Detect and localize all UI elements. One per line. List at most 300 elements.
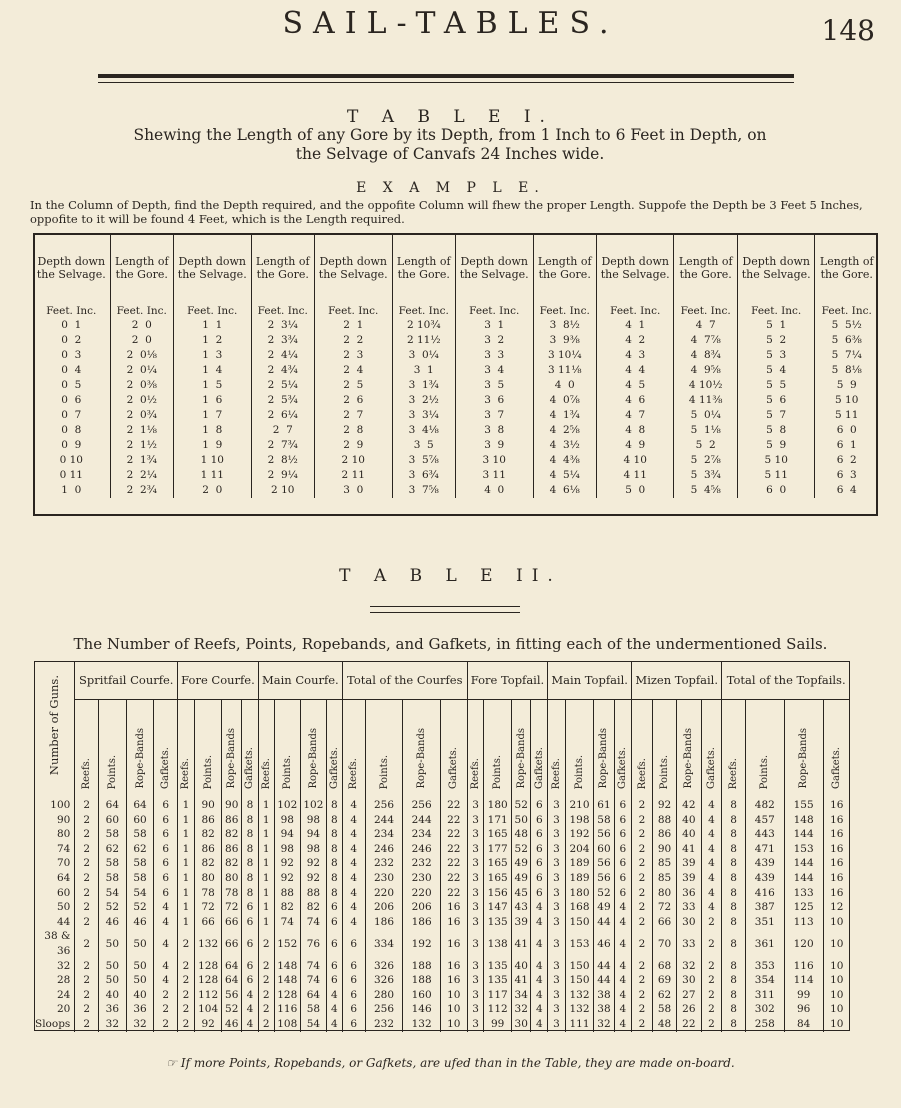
table2-group-header: Main Topfail. (548, 661, 632, 700)
table1-cell-length: 5 6⅜ (815, 333, 878, 348)
table2-cell: 36 (677, 886, 701, 901)
table2-sub-header (300, 700, 326, 793)
table2-cell: 2 (701, 959, 722, 974)
table2-cell: 8 (722, 842, 746, 857)
table2-row (34, 1002, 850, 1017)
table2-cell: 189 (565, 871, 594, 886)
table1-header-length: Length of the Gore. (251, 233, 314, 303)
table2-cell: 326 (365, 973, 403, 988)
table2-cell: 58 (99, 827, 127, 842)
table2-cell: 3 (548, 1017, 565, 1032)
table2-cell: 92 (300, 871, 326, 886)
table2-cell: 177 (484, 842, 512, 857)
table2-cell: 30 (677, 973, 701, 988)
table2-cell: 8 (722, 1002, 746, 1017)
table2-cell: 98 (274, 813, 300, 828)
table2-sub-header (722, 700, 746, 793)
header-rule-thin (98, 82, 794, 83)
table1-cell-length: 5 7¼ (815, 348, 878, 363)
table2-cell: 6 (614, 792, 631, 813)
table2-cell: 6 (242, 915, 259, 930)
table2-cell: 165 (484, 827, 512, 842)
table1-cell-length: 2 7¾ (251, 438, 314, 453)
table2-cell: 74 (274, 915, 300, 930)
table1-cell-length: 3 5⅞ (392, 453, 455, 468)
table1-units-length: Feet. Inc. (392, 303, 455, 318)
table1-cell-length: 4 6⅛ (533, 483, 596, 498)
table1-cell-depth: 5 0 (596, 483, 674, 498)
table1-cell-length: 5 8⅛ (815, 363, 878, 378)
table1-cell-length: 2 2¾ (110, 483, 173, 498)
table2-cell: 311 (745, 988, 784, 1003)
table1-cell-depth: 3 10 (455, 453, 533, 468)
table2-cell: 4 (614, 1017, 631, 1032)
table2-cell: 2 (632, 842, 653, 857)
table2-cell: 3 (548, 900, 565, 915)
table2-cell: 2 (632, 973, 653, 988)
table1-header-depth: Depth down the Selvage. (455, 233, 533, 303)
table2-cell: 8 (722, 792, 746, 813)
table2-cell: 128 (194, 973, 222, 988)
table1-cell-length: 3 1¾ (392, 378, 455, 393)
table2-cell: 64 (99, 792, 127, 813)
table2-cell: 6 (342, 929, 365, 958)
table2-cell: 2 (632, 792, 653, 813)
table2-cell: 22 (440, 827, 467, 842)
table2-cell: 6 (154, 792, 178, 813)
table1-cell-length: 3 1 (392, 363, 455, 378)
table1-cell-length: 4 7⅞ (674, 333, 737, 348)
table2-cell: 4 (701, 900, 722, 915)
table2-sub-header (403, 700, 441, 793)
table1-cell-depth: 2 11 (314, 468, 392, 483)
table2-cell: 92 (194, 1017, 222, 1032)
table2-cell: 160 (403, 988, 441, 1003)
table2-cell: 1 (258, 900, 274, 915)
table2-cell: 457 (745, 813, 784, 828)
table1-cell-depth: 0 8 (61, 424, 82, 436)
table2-cell: 6 (531, 871, 548, 886)
table1-cell-depth: 4 3 (596, 348, 674, 363)
table1-cell-depth: 4 9 (596, 438, 674, 453)
table2-cell: 6 (342, 988, 365, 1003)
table2-cell: 232 (403, 856, 441, 871)
table2-cell: 10 (823, 915, 850, 930)
table2-cell: 84 (784, 1017, 823, 1032)
table2-cell: 3 (467, 842, 484, 857)
table2-cell: 4 (531, 1002, 548, 1017)
table1 (33, 233, 878, 498)
table2-cell: 39 (677, 856, 701, 871)
table2-sub-header-label: Gafkets. (244, 747, 256, 789)
table1-cell-length: 6 3 (815, 468, 878, 483)
table2-cell: 8 (722, 900, 746, 915)
table1-cell-length: 2 0¾ (110, 408, 173, 423)
table1-cell-length: 4 5¼ (533, 468, 596, 483)
table2-cell: 4 (701, 886, 722, 901)
table2-cell: 3 (467, 915, 484, 930)
table2-cell: 2 (258, 959, 274, 974)
table2-sub-header-label: Rope-Bands (798, 728, 810, 789)
table2-cell: 8 (722, 973, 746, 988)
table2-cell: 69 (652, 973, 676, 988)
table1-header-depth: Depth down the Selvage. (173, 233, 251, 303)
table2-cell: 4 (531, 1017, 548, 1032)
table2-cell: 4 (342, 813, 365, 828)
table2-cell: 2 (75, 900, 99, 915)
table2-cell: 98 (300, 813, 326, 828)
table1-cell-depth: 3 7 (455, 408, 533, 423)
table2-cell: 4 (701, 842, 722, 857)
table2-cell: 186 (403, 915, 441, 930)
table1-cell-depth: 2 4 (314, 363, 392, 378)
table2-cell: 60 (99, 813, 127, 828)
table1-cell-depth: 5 9 (737, 438, 815, 453)
table2-cell: 439 (745, 856, 784, 871)
table2-row (34, 1017, 850, 1032)
table2-cell: 204 (565, 842, 594, 857)
table2-cell: 44 (594, 915, 614, 930)
table2-cell: 6 (154, 886, 178, 901)
table1-cell-length: 2 0 (110, 318, 173, 333)
table2-sub-header (75, 700, 99, 793)
table2-cell: 150 (565, 959, 594, 974)
table2-sub-header (242, 700, 259, 793)
table1-header-depth: Depth down the Selvage. (36, 255, 106, 281)
table2-group-header: Fore Topfail. (467, 661, 548, 700)
table2-sub-header-label: Rope-Bands (416, 728, 428, 789)
table2-cell: 10 (440, 1002, 467, 1017)
table1-cell-length: 2 3¼ (251, 318, 314, 333)
table1-cell-depth: 5 8 (737, 423, 815, 438)
table2-cell: 8 (722, 959, 746, 974)
table1-units-depth: Feet. Inc. (173, 303, 251, 318)
table2-cell: 416 (745, 886, 784, 901)
table2-cell: 3 (548, 827, 565, 842)
table2-sub-header-label: Rope-Bands (307, 728, 319, 789)
table2-cell: 6 (614, 856, 631, 871)
table2-cell: 2 (632, 856, 653, 871)
table1-row (33, 468, 878, 483)
table1-cell-length: 5 0¼ (674, 408, 737, 423)
table2-cell: 4 (531, 929, 548, 958)
table2-cell: 220 (403, 886, 441, 901)
table2-cell: 192 (403, 929, 441, 958)
table2-cell: 58 (126, 871, 154, 886)
table2-rule-a (370, 606, 520, 607)
table2-cell: 4 (242, 1017, 259, 1032)
table2-cell: 2 (75, 871, 99, 886)
table2-cell: 2 (178, 988, 195, 1003)
table2-cell: 52 (511, 792, 531, 813)
table1-cell-length: 5 3¾ (674, 468, 737, 483)
table2-cell-guns: 60 (56, 886, 71, 899)
table2-sub-header (745, 700, 784, 793)
table1-row (33, 333, 878, 348)
table2-cell: 4 (614, 1002, 631, 1017)
table1-cell-length: 2 1¾ (110, 453, 173, 468)
table2-cell: 99 (484, 1017, 512, 1032)
table1-units-length: Feet. Inc. (251, 303, 314, 318)
table2-cell: 64 (222, 959, 242, 974)
table2-cell: 4 (701, 871, 722, 886)
table1-cell-depth: 2 1 (314, 318, 392, 333)
table2-cell: 148 (784, 813, 823, 828)
table2-cell: 16 (440, 959, 467, 974)
table2-cell: 6 (614, 871, 631, 886)
table2-cell: 188 (403, 973, 441, 988)
table2-row (34, 973, 850, 988)
table2-cell: 64 (300, 988, 326, 1003)
table2-cell: 256 (403, 792, 441, 813)
table2-sub-header-label: Points. (378, 754, 390, 789)
table2-sub-header-label: Reefs. (728, 757, 740, 789)
table1-cell-depth: 4 1 (596, 318, 674, 333)
table2-group-header: Total of the Topfails. (722, 661, 850, 700)
table2-row (34, 988, 850, 1003)
table2-cell: 60 (594, 842, 614, 857)
table1-cell-depth: 2 6 (314, 393, 392, 408)
table2-cell: 3 (548, 813, 565, 828)
table2-row (34, 813, 850, 828)
table2-cell: 4 (342, 915, 365, 930)
table1-cell-length: 6 1 (815, 438, 878, 453)
table1-cell-depth: 5 1 (737, 318, 815, 333)
table2-sub-header (154, 700, 178, 793)
table2-sub-header-label: Reefs. (348, 757, 360, 789)
table2-cell: 90 (194, 792, 222, 813)
table2-cell: 40 (99, 988, 127, 1003)
table2-cell: 88 (274, 886, 300, 901)
table2-cell: 8 (722, 988, 746, 1003)
table2-cell: 4 (154, 900, 178, 915)
table2-cell: 2 (178, 973, 195, 988)
table2-cell: 6 (342, 959, 365, 974)
table2-cell: 2 (75, 827, 99, 842)
table2-cell: 2 (632, 871, 653, 886)
table2-cell: 39 (511, 915, 531, 930)
table2-cell: 2 (632, 988, 653, 1003)
table2-cell: 54 (126, 886, 154, 901)
table2-cell: 8 (326, 856, 342, 871)
table2-cell: 165 (484, 871, 512, 886)
table2-cell: 41 (511, 973, 531, 988)
table2-cell: 16 (823, 856, 850, 871)
table2-row (34, 929, 850, 958)
table2-cell: 1 (258, 871, 274, 886)
table1-row (33, 318, 878, 333)
table2-cell-guns: 24 (56, 988, 71, 1001)
table2-cell: 114 (784, 973, 823, 988)
table1-cell-depth: 1 5 (173, 378, 251, 393)
table2-cell: 135 (484, 959, 512, 974)
table2-cell: 326 (365, 959, 403, 974)
table1-cell-depth: 1 7 (173, 408, 251, 423)
table2-cell: 108 (274, 1017, 300, 1032)
table2-cell: 4 (531, 973, 548, 988)
table2-cell: 44 (594, 973, 614, 988)
table2-cell: 1 (178, 827, 195, 842)
table2-cell: 33 (677, 929, 701, 958)
table2-cell: 6 (154, 871, 178, 886)
table2-cell: 66 (222, 929, 242, 958)
table1-header-length: Length of the Gore. (674, 233, 737, 303)
table2-cell: 2 (75, 813, 99, 828)
table1-cell-depth: 0 9 (61, 439, 82, 451)
table1-description: Shewing the Length of any Gore by its Depth, from 1 Inch to 6 Feet in Depth, on the Selvage of Canvafs 24 Inches wide. (133, 126, 767, 163)
table2-cell: 2 (154, 988, 178, 1003)
table2-cell: 2 (75, 973, 99, 988)
table2-cell: 58 (126, 827, 154, 842)
table1-cell-length: 4 2⅝ (533, 423, 596, 438)
table2-cell: 1 (258, 886, 274, 901)
table1-cell-length: 2 5¾ (251, 393, 314, 408)
table2-cell: 52 (594, 886, 614, 901)
table2-cell: 8 (722, 929, 746, 958)
table2-cell: 16 (823, 842, 850, 857)
table2-cell: 22 (440, 886, 467, 901)
table2-cell: 90 (222, 792, 242, 813)
table2-cell: 39 (677, 871, 701, 886)
table2-cell: 85 (652, 856, 676, 871)
table2-cell: 16 (823, 827, 850, 842)
table2-cell: 33 (677, 900, 701, 915)
table1-cell-depth: 5 10 (737, 453, 815, 468)
table2-cell: 4 (154, 959, 178, 974)
table2-sub-header-label: Points. (106, 754, 118, 789)
table2-cell-guns: 32 (56, 959, 71, 972)
table2-row (34, 792, 850, 813)
table2-cell: 148 (274, 973, 300, 988)
table1-cell-depth: 5 2 (737, 333, 815, 348)
table2-cell: 4 (701, 827, 722, 842)
table2-sub-header-label: Reefs. (260, 757, 272, 789)
table1-row (33, 393, 878, 408)
table1-cell-length: 2 1⅛ (110, 423, 173, 438)
table2-cell: 68 (652, 959, 676, 974)
table2-cell: 4 (614, 900, 631, 915)
table1-cell-length: 3 5 (392, 438, 455, 453)
table2-cell: 98 (274, 842, 300, 857)
table2-cell: 6 (326, 929, 342, 958)
table2-cell-guns: 90 (56, 813, 71, 826)
table2-sub-header-label: Rope-Bands (683, 728, 695, 789)
table1-cell-length: 3 10¼ (533, 348, 596, 363)
table2-sub-header (222, 700, 242, 793)
table2-cell: 90 (652, 842, 676, 857)
table2-cell: 244 (403, 813, 441, 828)
table1-cell-length: 2 0⅜ (110, 378, 173, 393)
table2-sub-header (194, 700, 222, 793)
table1-cell-length: 2 0 (110, 333, 173, 348)
table1-header-length: Length of the Gore. (533, 233, 596, 303)
example-heading: E X A M P L E. (356, 180, 545, 196)
table2-cell: 220 (365, 886, 403, 901)
table2-cell: 56 (222, 988, 242, 1003)
table2-cell: 88 (300, 886, 326, 901)
table1-units-depth: Feet. Inc. (314, 303, 392, 318)
table2-cell: 4 (342, 900, 365, 915)
table2-cell-guns: 28 (56, 974, 71, 987)
table2-cell: 3 (467, 959, 484, 974)
table2-cell: 6 (531, 886, 548, 901)
table2-sub-header (652, 700, 676, 793)
table2-sub-header-label: Reefs. (636, 757, 648, 789)
table2-cell: 2 (178, 929, 195, 958)
table2-cell: 135 (484, 915, 512, 930)
table2-cell: 26 (677, 1002, 701, 1017)
table1-cell-length: 3 9⅜ (533, 333, 596, 348)
table1-cell-depth: 3 11 (455, 468, 533, 483)
table2-cell: 4 (342, 827, 365, 842)
table2-sub-header (784, 700, 823, 793)
table2-cell: 40 (126, 988, 154, 1003)
table1-row (33, 363, 878, 378)
table1-cell-depth: 3 4 (455, 363, 533, 378)
table2-cell: 482 (745, 792, 784, 813)
table2-cell: 210 (565, 792, 594, 813)
table1-cell-depth: 3 5 (455, 378, 533, 393)
table2-cell: 361 (745, 929, 784, 958)
table2-cell: 6 (326, 959, 342, 974)
table2-cell: 4 (701, 856, 722, 871)
table2-cell: 32 (511, 1002, 531, 1017)
table2-cell: 2 (701, 1002, 722, 1017)
table1-cell-depth: 1 0 (61, 484, 82, 496)
table1-cell-depth: 2 5 (314, 378, 392, 393)
table2-cell: 6 (154, 827, 178, 842)
table2-cell: 54 (99, 886, 127, 901)
table2-cell: 351 (745, 915, 784, 930)
table2-cell-guns: Sloops (35, 1017, 71, 1030)
table1-cell-length: 6 0 (815, 423, 878, 438)
table2-cell: 66 (194, 915, 222, 930)
table2-cell: 353 (745, 959, 784, 974)
table2-cell: 2 (632, 827, 653, 842)
table2-cell: 258 (745, 1017, 784, 1032)
table2-cell: 58 (594, 813, 614, 828)
table2-cell: 2 (632, 1002, 653, 1017)
table2-cell: 2 (75, 886, 99, 901)
table2-cell: 2 (75, 1002, 99, 1017)
table2-row (34, 886, 850, 901)
table2-cell: 4 (154, 929, 178, 958)
table2-group-header: Fore Courfe. (178, 661, 259, 700)
table1-cell-depth: 4 2 (596, 333, 674, 348)
table1-cell-depth: 2 8 (314, 423, 392, 438)
table2-cell: 10 (823, 959, 850, 974)
table2-sub-header (565, 700, 594, 793)
table2-cell: 1 (258, 856, 274, 871)
table1-cell-depth: 0 1 (61, 319, 82, 331)
table2-cell: 1 (178, 842, 195, 857)
table2-cell: 3 (467, 813, 484, 828)
table1-cell-depth: 2 2 (314, 333, 392, 348)
table2-cell: 49 (511, 856, 531, 871)
table2-cell: 22 (440, 792, 467, 813)
table1-cell-length: 4 0 (533, 378, 596, 393)
table2-cell: 232 (365, 1017, 403, 1032)
table2-row (34, 900, 850, 915)
table2-cell: 3 (548, 988, 565, 1003)
table2-cell: 52 (222, 1002, 242, 1017)
table2-cell: 471 (745, 842, 784, 857)
table2-cell: 165 (484, 856, 512, 871)
table2-cell: 3 (548, 886, 565, 901)
table2-sub-header-label: Rope-Bands (598, 728, 610, 789)
table2-cell: 3 (467, 827, 484, 842)
table2-cell: 120 (784, 929, 823, 958)
